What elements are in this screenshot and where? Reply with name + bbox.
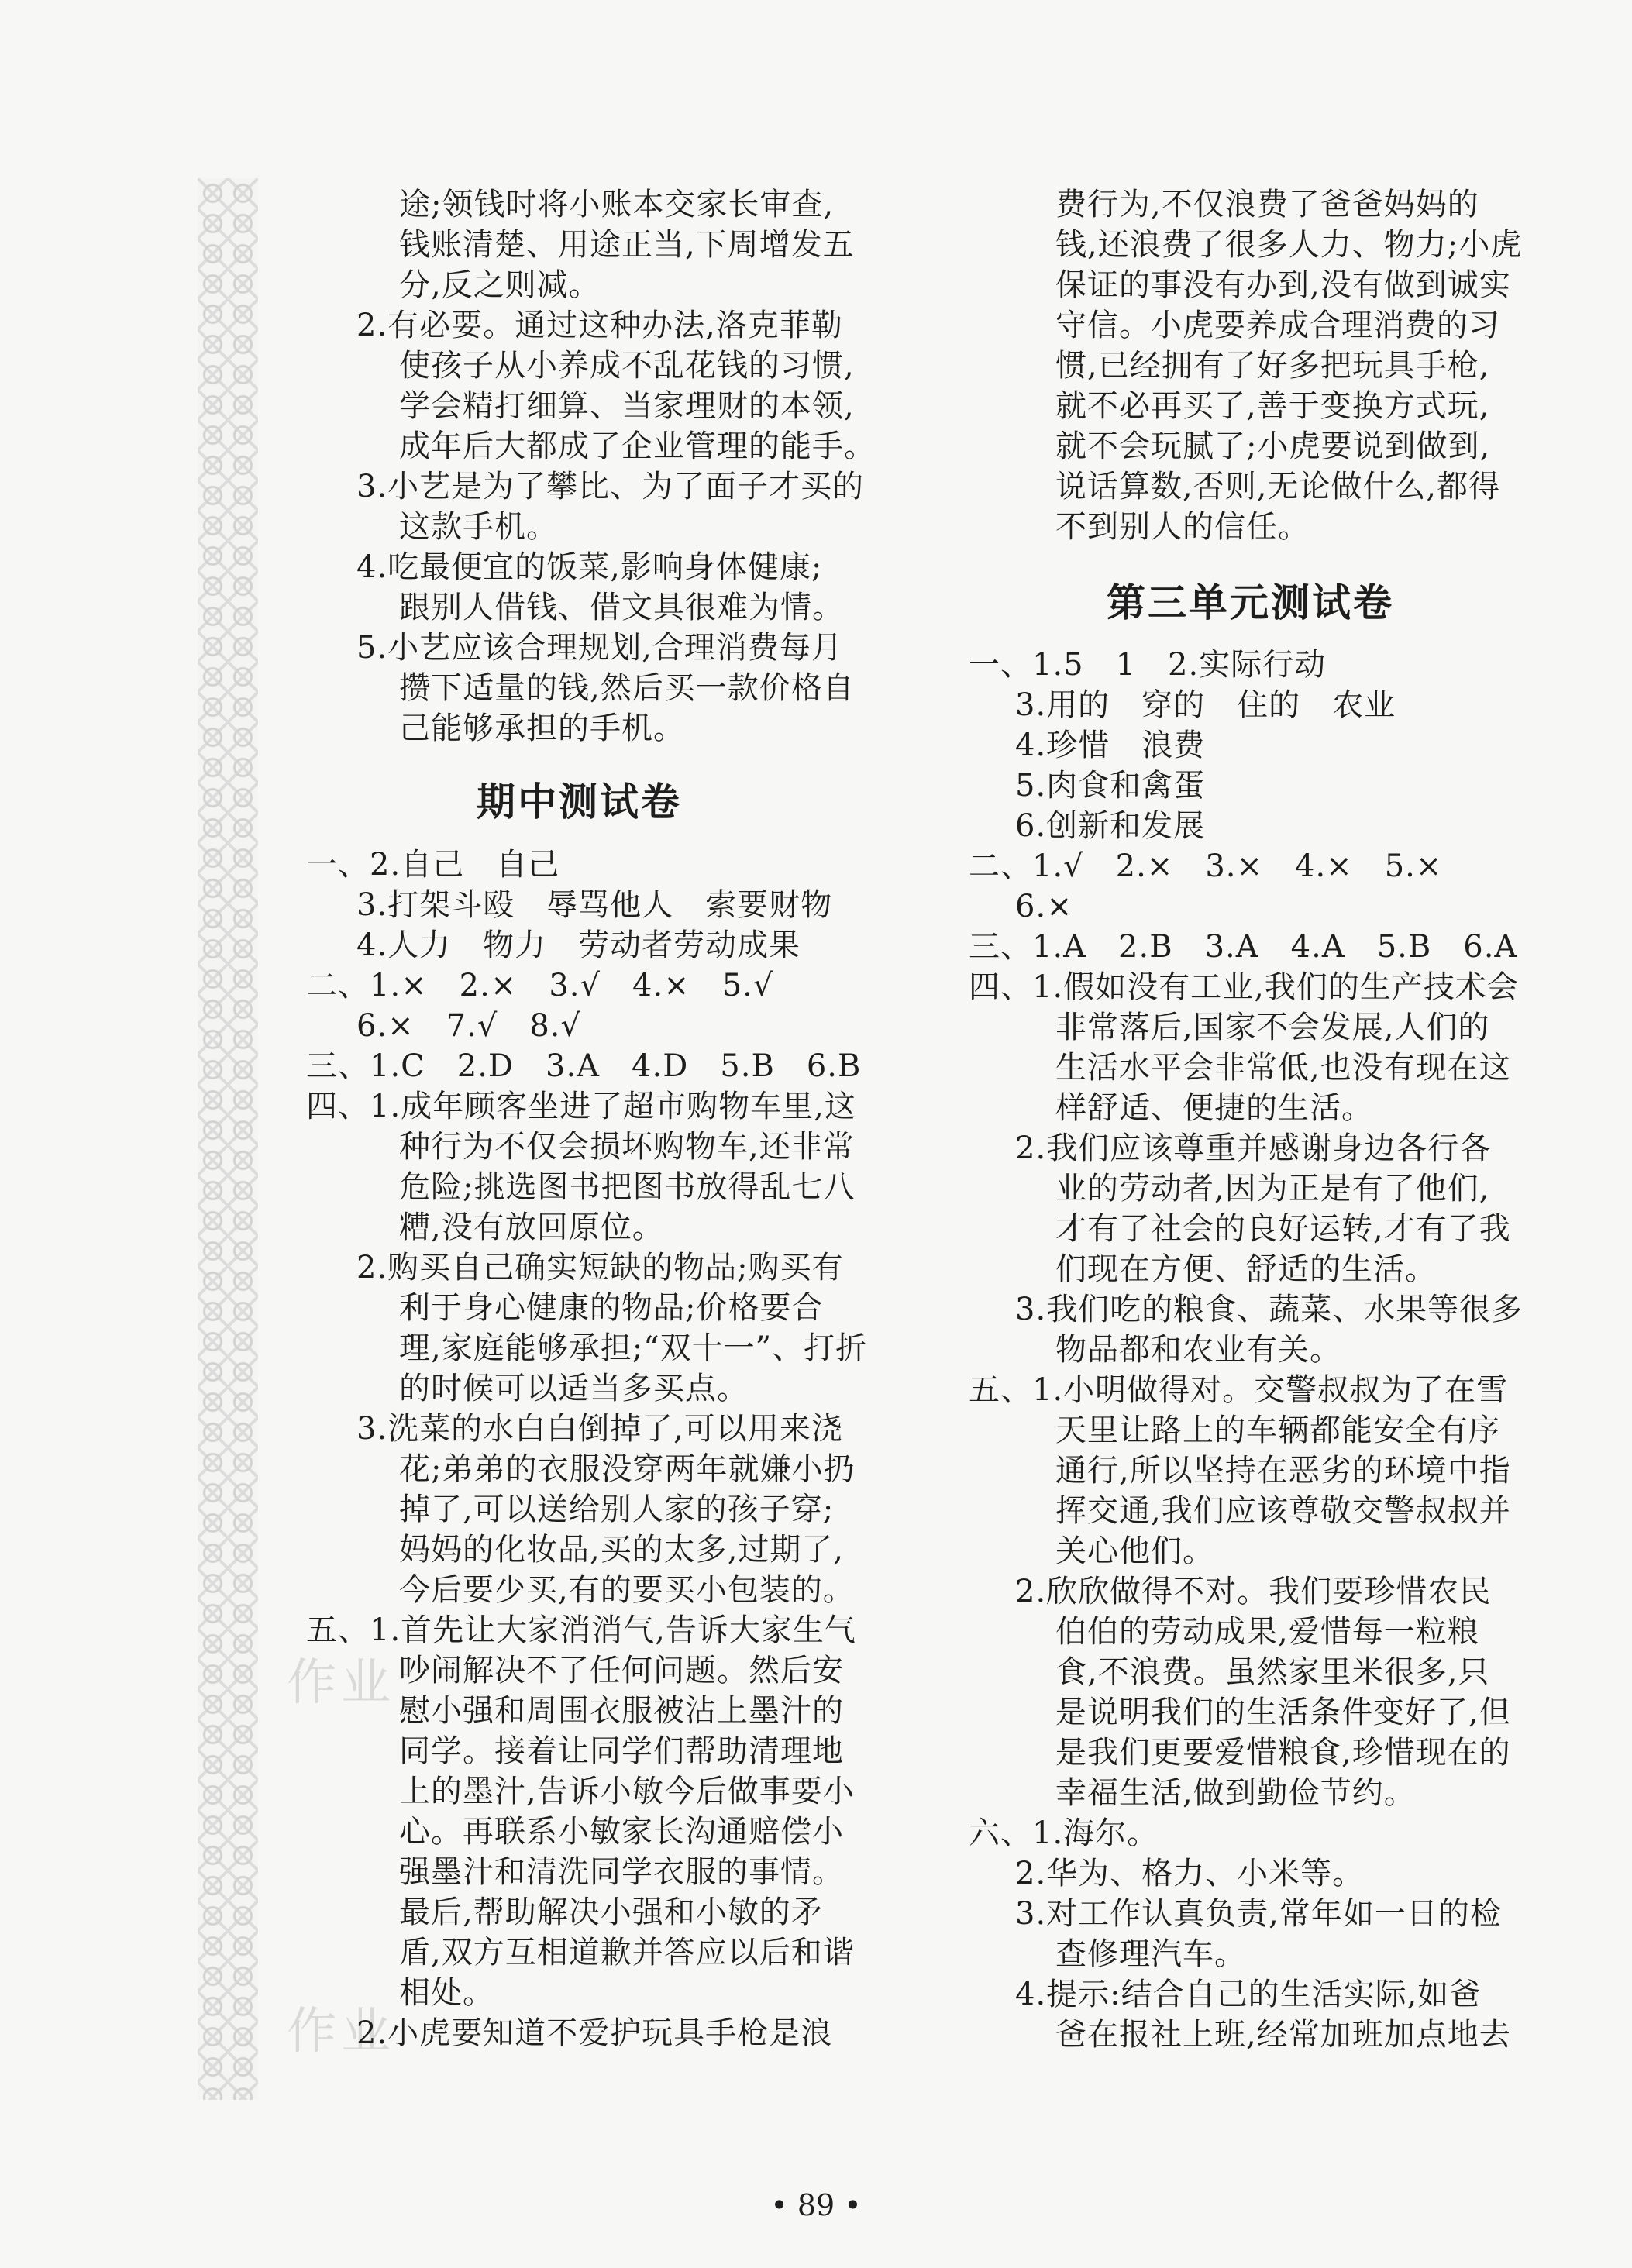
text-line: 盾,双方互相道歉并答应以后和谐 [399, 1935, 855, 1970]
text-line: 这款手机。 [399, 509, 558, 545]
text-line: 吵闹解决不了任何问题。然后安 [399, 1653, 844, 1688]
text-line: 二、1.× 2.× 3.√ 4.× 5.√ [306, 968, 774, 1003]
page-number: • 89 • [770, 2188, 862, 2222]
text-line: 6.× [1015, 889, 1073, 924]
text-line: 3.我们吃的粮食、蔬菜、水果等很多 [1015, 1292, 1524, 1327]
text-line: 4.珍惜 浪费 [1015, 728, 1206, 763]
text-line: 危险;挑选图书把图书放得乱七八 [399, 1169, 856, 1205]
text-line: 二、1.√ 2.× 3.× 4.× 5.× [969, 848, 1443, 884]
text-line: 一、2.自己 自己 [306, 847, 560, 883]
text-line: 三、1.A 2.B 3.A 4.A 5.B 6.A [969, 929, 1518, 965]
text-line: 今后要少买,有的要买小包装的。 [399, 1572, 855, 1608]
text-line: 是说明我们的生活条件变好了,但 [1055, 1695, 1511, 1730]
text-line: 非常落后,国家不会发展,人们的 [1055, 1010, 1490, 1045]
text-line: 是我们更要爱惜粮食,珍惜现在的 [1055, 1735, 1511, 1771]
text-line: 攒下适量的钱,然后买一款价格自 [399, 670, 855, 706]
text-line: 强墨汁和清洗同学衣服的事情。 [399, 1854, 844, 1890]
text-line: 查修理汽车。 [1055, 1936, 1246, 1972]
section-heading: 期中测试卷 [477, 780, 682, 824]
text-line: 保证的事没有办到,没有做到诚实 [1055, 267, 1511, 303]
text-line: 理,家庭能够承担;“双十一”、打折 [399, 1330, 868, 1366]
text-line: 分,反之则减。 [399, 267, 601, 303]
text-line: 就不会玩腻了;小虎要说到做到, [1055, 428, 1491, 464]
text-line: 们现在方便、舒适的生活。 [1055, 1251, 1437, 1287]
decorative-border [198, 178, 258, 2100]
text-line: 就不必再买了,善于变换方式玩, [1055, 388, 1490, 424]
text-line: 5.小艺应该合理规划,合理消费每月 [356, 630, 843, 666]
text-line: 成年后大都成了企业管理的能手。 [399, 428, 876, 464]
text-line: 掉了,可以送给别人家的孩子穿; [399, 1492, 835, 1527]
text-line: 学会精打细算、当家理财的本领, [399, 388, 855, 424]
text-line: 费行为,不仅浪费了爸爸妈妈的 [1055, 187, 1479, 222]
text-line: 样舒适、便捷的生活。 [1055, 1090, 1373, 1126]
text-line: 的时候可以适当多买点。 [399, 1371, 749, 1406]
text-line: 天里让路上的车辆都能安全有序 [1055, 1413, 1500, 1448]
text-line: 5.肉食和禽蛋 [1015, 768, 1206, 804]
text-line: 三、1.C 2.D 3.A 4.D 5.B 6.B [306, 1048, 862, 1084]
text-line: 六、1.海尔。 [969, 1815, 1159, 1851]
text-line: 不到别人的信任。 [1055, 509, 1310, 545]
text-line: 己能够承担的手机。 [399, 711, 685, 746]
text-line: 2.欣欣做得不对。我们要珍惜农民 [1015, 1574, 1492, 1609]
text-line: 钱账清楚、用途正当,下周增发五 [399, 227, 855, 263]
text-line: 伯伯的劳动成果,爱惜每一粒粮 [1055, 1614, 1479, 1650]
text-line: 最后,帮助解决小强和小敏的矛 [399, 1895, 823, 1930]
text-line: 花;弟弟的衣服没穿两年就嫌小扔 [399, 1451, 856, 1487]
text-line: 说话算数,否则,无论做什么,都得 [1055, 469, 1501, 504]
text-line: 惯,已经拥有了好多把玩具手枪, [1055, 348, 1490, 384]
text-line: 6.× 7.√ 8.√ [356, 1008, 581, 1044]
text-line: 心。再联系小敏家长沟通赔偿小 [399, 1814, 844, 1850]
text-line: 跟别人借钱、借文具很难为情。 [399, 590, 844, 625]
text-line: 使孩子从小养成不乱花钱的习惯, [399, 348, 855, 384]
text-line: 同学。接着让同学们帮助清理地 [399, 1733, 844, 1769]
text-line: 4.提示:结合自己的生活实际,如爸 [1015, 1977, 1482, 2012]
text-line: 守信。小虎要养成合理消费的习 [1055, 308, 1500, 343]
text-line: 关心他们。 [1055, 1533, 1214, 1569]
watermark: 作业 [287, 1654, 395, 1712]
text-line: 业的劳动者,因为正是有了他们, [1055, 1171, 1490, 1206]
text-line: 妈妈的化妆品,买的太多,过期了, [399, 1532, 845, 1568]
text-line: 四、1.假如没有工业,我们的生产技术会 [969, 969, 1519, 1005]
text-line: 2.有必要。通过这种办法,洛克菲勒 [356, 308, 843, 343]
text-line: 6.创新和发展 [1015, 808, 1206, 844]
text-line: 种行为不仅会损坏购物车,还非常 [399, 1129, 855, 1165]
text-line: 挥交通,我们应该尊敬交警叔叔并 [1055, 1493, 1511, 1529]
text-line: 3.打架斗殴 辱骂他人 索要财物 [356, 887, 833, 923]
section-heading: 第三单元测试卷 [1107, 580, 1394, 625]
text-line: 五、1.首先让大家消消气,告诉大家生气 [306, 1612, 856, 1648]
text-line: 4.人力 物力 劳动者劳动成果 [356, 928, 801, 963]
watermark: 作业 [287, 2003, 395, 2060]
text-line: 幸福生活,做到勤俭节约。 [1055, 1775, 1416, 1811]
text-line: 2.小虎要知道不爱护玩具手枪是浪 [356, 2015, 833, 2051]
text-line: 4.吃最便宜的饭菜,影响身体健康; [356, 549, 823, 585]
text-line: 爸在报社上班,经常加班加点地去 [1055, 2017, 1511, 2053]
text-line: 相处。 [399, 1975, 494, 2011]
text-line: 上的墨汁,告诉小敏今后做事要小 [399, 1774, 855, 1809]
text-line: 食,不浪费。虽然家里米很多,只 [1055, 1654, 1490, 1690]
text-line: 物品都和农业有关。 [1055, 1332, 1341, 1368]
text-line: 生活水平会非常低,也没有现在这 [1055, 1050, 1511, 1086]
text-line: 四、1.成年顾客坐进了超市购物车里,这 [306, 1089, 856, 1124]
text-line: 一、1.5 1 2.实际行动 [969, 647, 1327, 683]
text-line: 利于身心健康的物品;价格要合 [399, 1290, 824, 1326]
text-line: 2.华为、格力、小米等。 [1015, 1856, 1365, 1891]
text-line: 五、1.小明做得对。交警叔叔为了在雪 [969, 1372, 1509, 1408]
text-line: 通行,所以坚持在恶劣的环境中指 [1055, 1453, 1511, 1488]
text-line: 钱,还浪费了很多人力、物力;小虎 [1055, 227, 1523, 263]
text-line: 3.用的 穿的 住的 农业 [1015, 687, 1396, 723]
text-line: 才有了社会的良好运转,才有了我 [1055, 1211, 1511, 1247]
text-line: 3.小艺是为了攀比、为了面子才买的 [356, 469, 865, 504]
text-line: 途;领钱时将小账本交家长审查, [399, 187, 835, 222]
text-line: 2.我们应该尊重并感谢身边各行各 [1015, 1131, 1492, 1166]
text-line: 2.购买自己确实短缺的物品;购买有 [356, 1250, 844, 1285]
text-line: 慰小强和周围衣服被沾上墨汁的 [399, 1693, 844, 1729]
text-line: 3.对工作认真负责,常年如一日的检 [1015, 1896, 1502, 1932]
text-line: 3.洗菜的水白白倒掉了,可以用来浇 [356, 1411, 843, 1447]
text-line: 糟,没有放回原位。 [399, 1210, 664, 1245]
